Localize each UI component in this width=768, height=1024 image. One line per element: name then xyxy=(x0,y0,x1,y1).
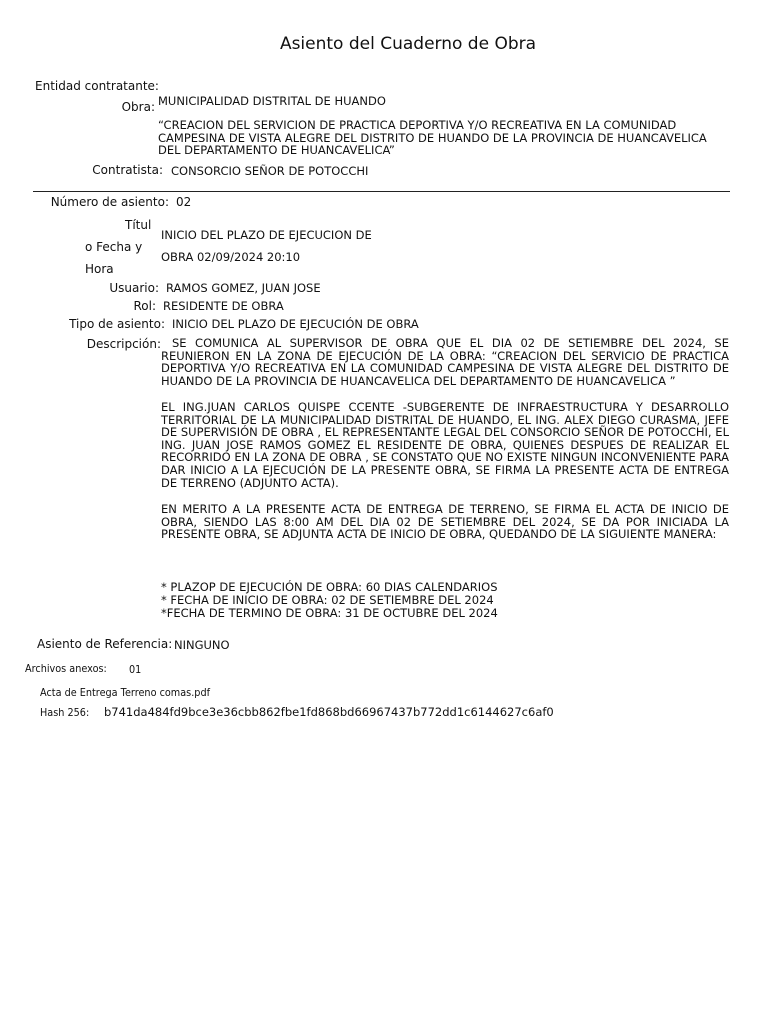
descripcion-paragraph-1: SE COMUNICA AL SUPERVISOR DE OBRA QUE EL DIA 02 DE SETIEMBRE DEL 2024, SE REUNIERON EN LA ZONA DE EJECUCIÓN DE LA OBRA: “CREACION DEL SERVICIO DE PRACTICA DEPORTIVA Y/O RECREATIVA EN LA COMUNIDAD CAMPESINA DE VISTA ALEGRE DEL DISTRITO DE HUANDO DE LA PROVINCIA DE HUANCAVELICA DEL DEPARTAMENTO DE HUANCAVELICA ” xyxy=(161,336,729,388)
descripcion-label: Descripción: xyxy=(86,337,161,351)
referencia-value: NINGUNO xyxy=(174,638,230,652)
titulo-label-line3: Hora xyxy=(85,262,114,276)
contratista-value: CONSORCIO SEÑOR DE POTOCCHI xyxy=(171,164,369,178)
tipo-asiento-value: INICIO DEL PLAZO DE EJECUCIÓN DE OBRA xyxy=(172,317,419,331)
contratista-label: Contratista: xyxy=(92,163,163,177)
page-title: Asiento del Cuaderno de Obra xyxy=(279,34,537,54)
rol-label: Rol: xyxy=(133,299,156,313)
titulo-label-line2: o Fecha y xyxy=(85,240,143,254)
usuario-value: RAMOS GOMEZ, JUAN JOSE xyxy=(166,281,321,295)
header-divider xyxy=(33,191,730,192)
archivos-anexos-label: Archivos anexos: xyxy=(25,662,107,675)
entidad-value: MUNICIPALIDAD DISTRITAL DE HUANDO xyxy=(158,94,386,108)
attachment-file-name[interactable]: Acta de Entrega Terreno comas.pdf xyxy=(40,686,210,699)
usuario-label: Usuario: xyxy=(109,281,159,295)
bullet-fecha-inicio: * FECHA DE INICIO DE OBRA: 02 DE SETIEMBRE DEL 2024 xyxy=(161,593,494,607)
entidad-label: Entidad contratante: xyxy=(35,79,159,93)
titulo-value-line1: INICIO DEL PLAZO DE EJECUCION DE xyxy=(161,228,372,242)
descripcion-paragraph-3: EN MERITO A LA PRESENTE ACTA DE ENTREGA DE TERRENO, SE FIRMA EL ACTA DE INICIO DE OBRA, SIENDO LAS 8:00 AM DEL DIA 02 DE SETIEMBRE DEL 2024, SE DA POR INICIADA LA PRESENTE OBRA, SE ADJUNTA ACTA DE INICIO DE OBRA, QUEDANDO DE LA SIGUIENTE MANERA: xyxy=(161,502,729,542)
hash-value: b741da484fd9bce3e36cbb862fbe1fd868bd66967437b772dd1c6144627c6af0 xyxy=(104,705,554,719)
tipo-asiento-label: Tipo de asiento: xyxy=(69,317,165,331)
obra-label: Obra: xyxy=(121,100,155,114)
referencia-label: Asiento de Referencia: xyxy=(37,637,173,651)
numero-asiento-value: 02 xyxy=(176,195,192,209)
numero-asiento-label: Número de asiento: xyxy=(50,195,169,209)
titulo-label-line1: Títul xyxy=(125,218,152,232)
bullet-plazo: * PLAZOP DE EJECUCIÓN DE OBRA: 60 DIAS CALENDARIOS xyxy=(161,580,498,594)
descripcion-paragraph-2: EL ING.JUAN CARLOS QUISPE CCENTE -SUBGERENTE DE INFRAESTRUCTURA Y DESARROLLO TERRITORIAL DE LA MUNICIPALIDAD DISTRITAL DE HUANDO, EL ING. ALEX DIEGO CURASMA, JEFE DE SUPERVISIÓN DE OBRA , EL REPRESENTANTE LEGAL DEL CONSORCIO SEÑOR DE POTOCCHI, EL ING. JUAN JOSE RAMOS GOMEZ EL RESIDENTE DE OBRA, QUIENES DESPUES DE REALIZAR EL RECORRIDO EN LA ZONA DE OBRA , SE CONSTATO QUE NO EXISTE NINGUN INCONVENIENTE PARA DAR INICIO A LA EJECUCIÓN DE LA PRESENTE OBRA, SE FIRMA LA PRESENTE ACTA DE ENTREGA DE TERRENO (ADJUNTO ACTA). xyxy=(161,400,729,490)
bullet-fecha-termino: *FECHA DE TERMINO DE OBRA: 31 DE OCTUBRE DEL 2024 xyxy=(161,606,498,620)
titulo-value-line2: OBRA 02/09/2024 20:10 xyxy=(161,250,301,264)
archivos-anexos-count: 01 xyxy=(129,663,142,676)
obra-value: “CREACION DEL SERVICION DE PRACTICA DEPORTIVA Y/O RECREATIVA EN LA COMUNIDAD CAMPESINA DE VISTA ALEGRE DEL DISTRITO DE HUANDO DE LA PROVINCIA DE HUANCAVELICA DEL DEPARTAMENTO DE HUANCAVELICA” xyxy=(158,118,707,158)
hash-label: Hash 256: xyxy=(40,706,90,719)
rol-value: RESIDENTE DE OBRA xyxy=(163,299,284,313)
